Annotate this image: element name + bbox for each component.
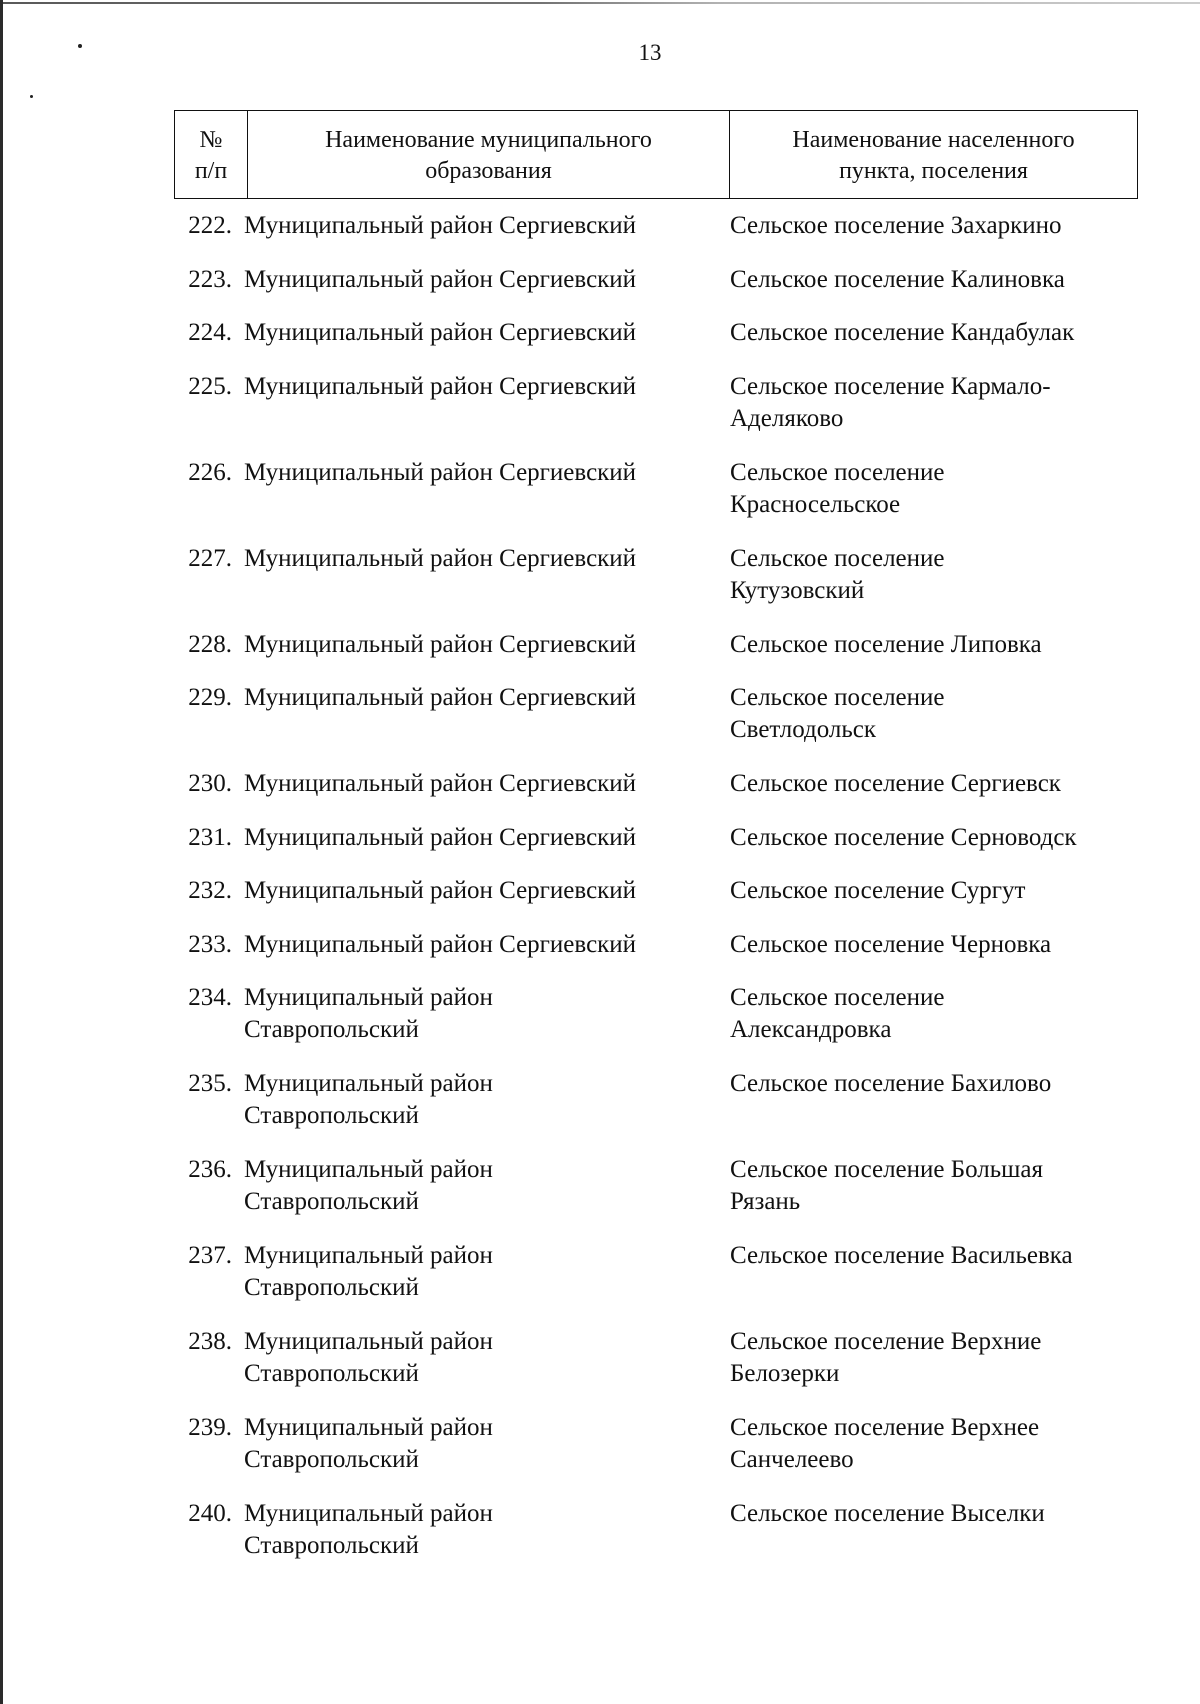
table-row — [174, 210, 1138, 264]
row-municipality: Муниципальный район Ставропольский — [244, 1414, 493, 1473]
row-number: 230. — [188, 770, 232, 797]
scan-edge-top — [0, 2, 1200, 4]
row-settlement: Сельское поселение Кутузовский — [730, 544, 945, 604]
row-settlement: Сельское поселение Кандабулак — [730, 319, 1075, 346]
table-row — [174, 629, 1138, 683]
row-number: 228. — [188, 630, 232, 658]
row-settlement: Сельское поселение Бахилово — [730, 1070, 1052, 1097]
row-municipality: Муниципальный район Сергиевский — [244, 823, 637, 851]
row-municipality: Муниципальный район Ставропольский — [244, 1242, 493, 1301]
row-settlement: Сельское поселение Серноводск — [730, 823, 1077, 851]
table-row — [174, 264, 1138, 318]
row-settlement: Сельское поселение Верхнее Санчелеево — [730, 1414, 1040, 1473]
row-municipality: Муниципальный район Сергиевский — [244, 372, 637, 400]
row-number: 233. — [188, 930, 232, 958]
row-settlement: Сельское поселение Александровка — [730, 984, 945, 1043]
row-settlement: Сельское поселение Светлодольск — [730, 684, 945, 743]
row-settlement: Сельское поселение Васильевка — [730, 1242, 1073, 1269]
row-number: 236. — [188, 1156, 232, 1183]
row-number: 225. — [188, 372, 232, 400]
row-municipality: Муниципальный район Сергиевский — [244, 458, 637, 486]
row-number: 227. — [188, 544, 232, 572]
table-header — [174, 110, 1138, 199]
header-col-settlement — [729, 111, 1137, 198]
table-row — [174, 682, 1138, 768]
row-settlement: Сельское поселение Кармало-Аделяково — [730, 372, 1051, 432]
row-municipality: Муниципальный район Сергиевский — [244, 684, 637, 711]
scan-edge-left — [0, 0, 3, 1704]
header-col-settlement-line2: пункта, поселения — [839, 157, 1028, 184]
row-settlement: Сельское поселение Выселки — [730, 1500, 1045, 1527]
row-number: 232. — [188, 877, 232, 904]
row-municipality: Муниципальный район Ставропольский — [244, 1156, 493, 1215]
row-settlement: Сельское поселение Красносельское — [730, 458, 945, 518]
row-number: 240. — [188, 1500, 232, 1527]
table-row — [174, 317, 1138, 371]
row-number: 239. — [188, 1414, 232, 1441]
header-col-settlement-line1: Наименование населенного — [792, 126, 1075, 153]
header-col-number-line1: № — [199, 126, 223, 153]
table-row — [174, 1068, 1138, 1154]
table-row — [174, 1240, 1138, 1326]
table-row — [174, 543, 1138, 629]
row-number: 229. — [188, 684, 232, 711]
row-settlement: Сельское поселение Липовка — [730, 630, 1042, 658]
row-number: 238. — [188, 1328, 232, 1355]
header-col-municipality-line1: Наименование муниципального — [325, 126, 652, 153]
row-municipality: Муниципальный район Сергиевский — [244, 319, 637, 346]
table-row — [174, 768, 1138, 822]
row-settlement: Сельское поселение Большая Рязань — [730, 1156, 1044, 1215]
header-col-municipality-line2: образования — [425, 157, 552, 184]
scan-speck — [30, 95, 33, 98]
table-row — [174, 982, 1138, 1068]
row-settlement: Сельское поселение Сургут — [730, 877, 1026, 904]
row-settlement: Сельское поселение Калиновка — [730, 265, 1065, 293]
row-municipality: Муниципальный район Сергиевский — [244, 877, 637, 904]
header-col-municipality — [247, 111, 729, 198]
row-municipality: Муниципальный район Сергиевский — [244, 212, 637, 239]
row-settlement: Сельское поселение Захаркино — [730, 212, 1062, 239]
row-municipality: Муниципальный район Ставропольский — [244, 1500, 493, 1559]
row-settlement: Сельское поселение Верхние Белозерки — [730, 1328, 1042, 1387]
page-number: 13 — [638, 40, 662, 65]
row-number: 224. — [188, 319, 232, 346]
row-number: 237. — [188, 1242, 232, 1269]
row-municipality: Муниципальный район Сергиевский — [244, 544, 637, 572]
row-municipality: Муниципальный район Ставропольский — [244, 1328, 493, 1387]
row-number: 226. — [188, 458, 232, 486]
table-row — [174, 1412, 1138, 1498]
row-number: 223. — [188, 265, 232, 293]
row-number: 234. — [188, 984, 232, 1011]
row-municipality: Муниципальный район Ставропольский — [244, 1070, 493, 1129]
table-row — [174, 1498, 1138, 1584]
header-col-number-line2: п/п — [194, 157, 228, 184]
table-row — [174, 875, 1138, 929]
table-row — [174, 457, 1138, 543]
table-body — [174, 210, 1138, 1584]
table-row — [174, 822, 1138, 876]
row-number: 222. — [188, 212, 232, 239]
row-municipality: Муниципальный район Сергиевский — [244, 930, 637, 958]
row-number: 235. — [188, 1070, 232, 1097]
table-row — [174, 371, 1138, 457]
row-municipality: Муниципальный район Сергиевский — [244, 770, 637, 797]
row-settlement: Сельское поселение Сергиевск — [730, 770, 1061, 797]
table-row — [174, 1154, 1138, 1240]
table-row — [174, 929, 1138, 983]
row-number: 231. — [188, 823, 232, 851]
row-municipality: Муниципальный район Ставропольский — [244, 984, 493, 1043]
row-municipality: Муниципальный район Сергиевский — [244, 630, 637, 658]
header-col-number — [175, 111, 247, 198]
row-settlement: Сельское поселение Черновка — [730, 930, 1052, 958]
table-row — [174, 1326, 1138, 1412]
row-municipality: Муниципальный район Сергиевский — [244, 265, 637, 293]
